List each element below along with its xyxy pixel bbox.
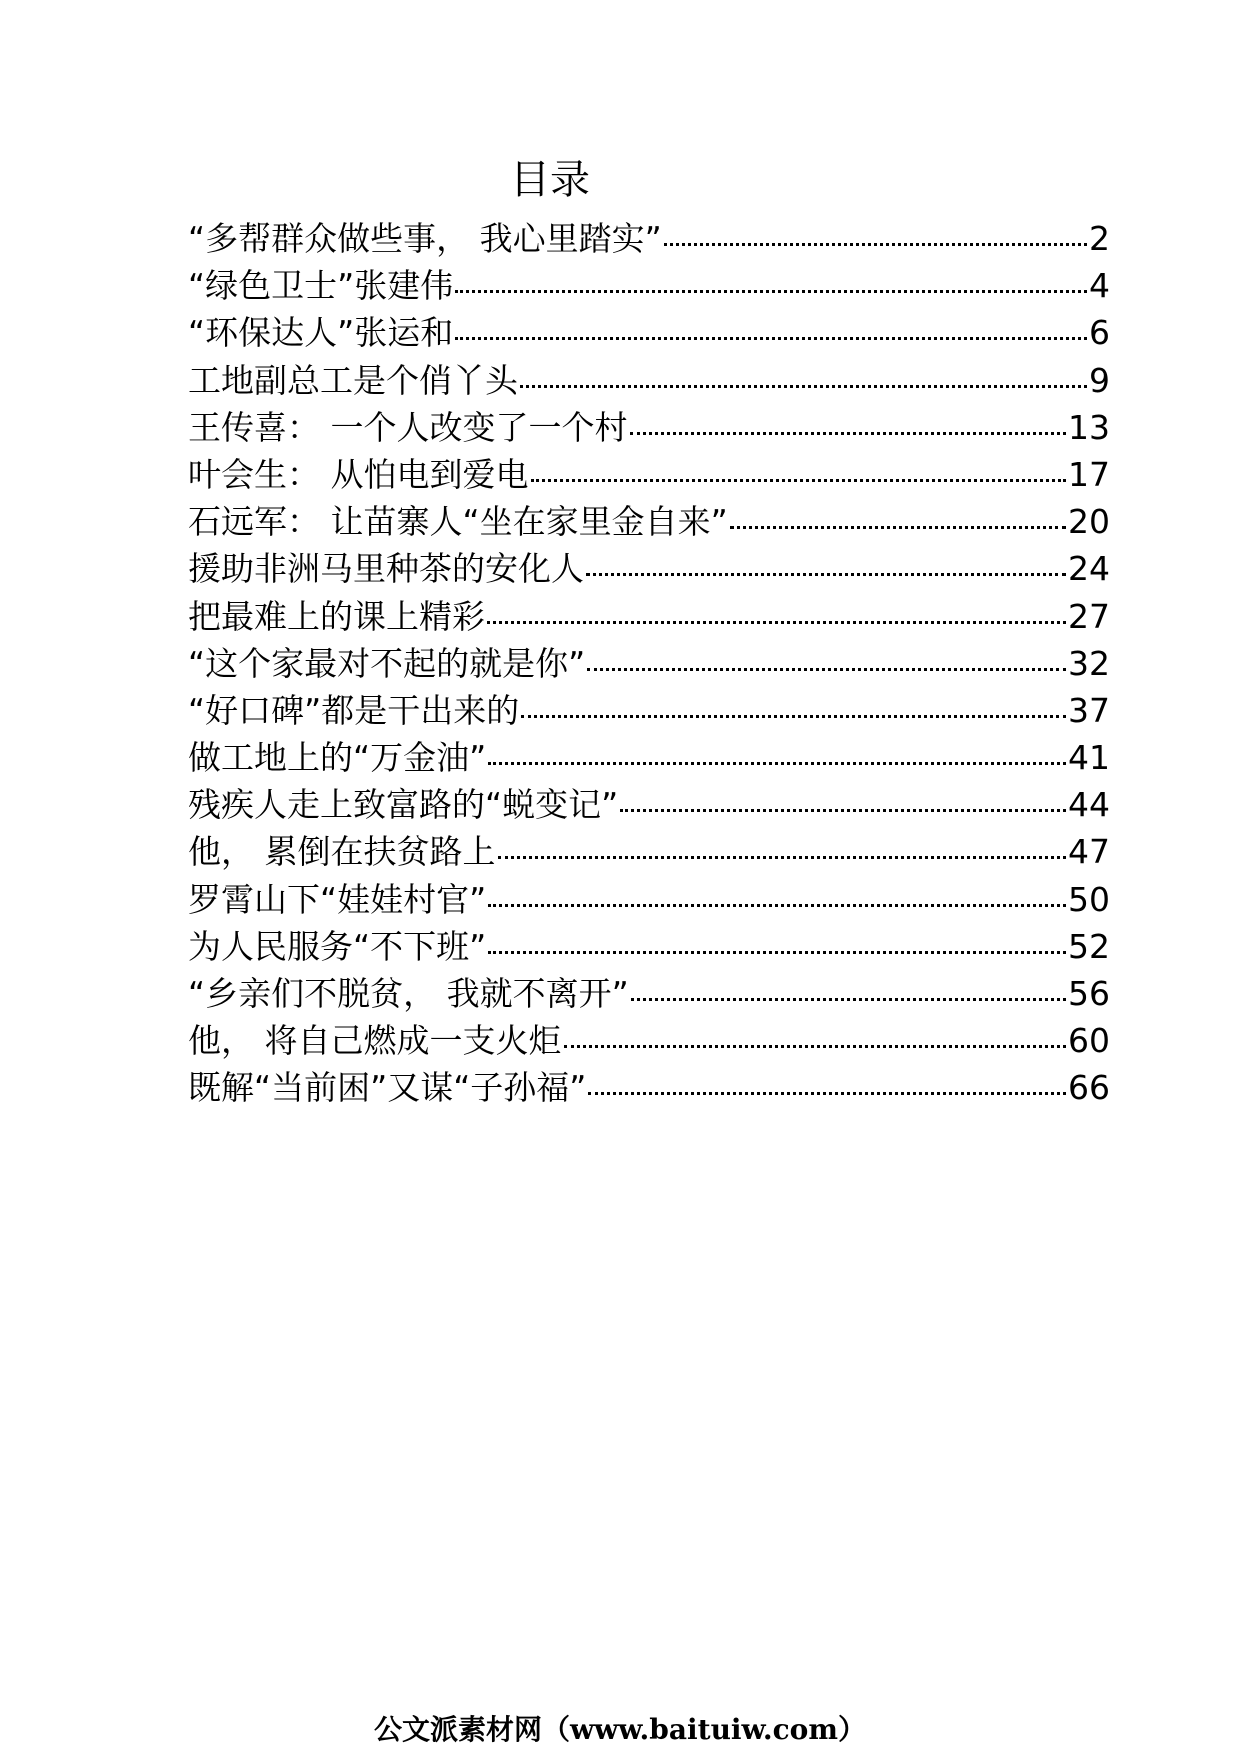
toc-entry-title: 罗霄山下“娃娃村官” <box>188 879 487 919</box>
toc-dot-leader <box>455 264 1087 297</box>
toc-entry-title: “好口碑”都是干出来的 <box>188 690 520 730</box>
toc-page-number: 66 <box>1068 1068 1110 1108</box>
toc-entry-title: 他， 累倒在扶贫路上 <box>188 832 496 872</box>
toc-dot-leader <box>620 783 1066 816</box>
toc-dot-leader <box>586 547 1066 580</box>
toc-entry[interactable] <box>188 781 1110 828</box>
toc-entry-title: 把最难上的课上精彩 <box>188 596 485 636</box>
toc-entry-title: 既解“当前困”又谋“子孙福” <box>188 1068 587 1108</box>
toc-entry[interactable] <box>188 1064 1110 1111</box>
toc-page-number: 56 <box>1068 974 1110 1013</box>
toc-entry-title: “乡亲们不脱贫， 我就不离开” <box>188 974 629 1013</box>
toc-entry-title: 工地副总工是个俏丫头 <box>188 360 518 400</box>
toc-entry[interactable] <box>188 640 1110 687</box>
toc-entry[interactable] <box>188 451 1110 498</box>
toc-dot-leader <box>498 830 1067 863</box>
toc-dot-leader <box>487 595 1066 628</box>
toc-entry-title: “环保达人”张运和 <box>188 313 454 353</box>
toc-dot-leader <box>631 972 1066 1005</box>
toc-page-number: 44 <box>1068 785 1110 825</box>
toc-entry-title: 援助非洲马里种茶的安化人 <box>188 549 584 589</box>
toc-entry[interactable] <box>188 687 1110 734</box>
toc-dot-leader <box>531 453 1067 486</box>
toc-dot-leader <box>564 1019 1067 1052</box>
toc-page-number: 4 <box>1089 266 1110 306</box>
toc-entry[interactable] <box>188 593 1110 640</box>
toc-dot-leader <box>664 217 1087 250</box>
toc-entry[interactable] <box>188 498 1110 545</box>
toc-page-number: 9 <box>1089 360 1110 400</box>
toc-page-number: 37 <box>1068 690 1110 730</box>
toc-page-number: 20 <box>1068 502 1110 542</box>
toc-dot-leader <box>488 736 1066 769</box>
toc-entry[interactable] <box>188 828 1110 875</box>
toc-entry-title: 石远军： 让苗寨人“坐在家里金自来” <box>188 502 728 542</box>
toc-page-number: 2 <box>1089 219 1110 258</box>
toc-entry-title: “这个家最对不起的就是你” <box>188 643 586 683</box>
toc-entry-title: 叶会生： 从怕电到爱电 <box>188 454 529 494</box>
toc-dot-leader <box>521 689 1066 722</box>
toc-entry[interactable] <box>188 876 1110 923</box>
toc-entry[interactable] <box>188 545 1110 592</box>
toc-page-number: 60 <box>1068 1021 1110 1061</box>
toc-page-number: 17 <box>1068 454 1110 494</box>
toc-dot-leader <box>588 1066 1066 1099</box>
toc-page-number: 27 <box>1068 596 1110 636</box>
toc-page-number: 13 <box>1068 407 1110 447</box>
toc-entry[interactable] <box>188 309 1110 356</box>
toc-title: 目录 <box>510 157 590 203</box>
toc-page-number: 24 <box>1068 549 1110 589</box>
toc-page-number: 6 <box>1089 313 1110 353</box>
toc-entry-title: 王传喜： 一个人改变了一个村 <box>188 407 628 447</box>
toc-list <box>188 215 1110 1112</box>
toc-page-number: 32 <box>1068 643 1110 683</box>
toc-entry[interactable] <box>188 404 1110 451</box>
toc-page-number: 52 <box>1068 926 1110 966</box>
toc-dot-leader <box>488 878 1066 911</box>
toc-entry-title: 他， 将自己燃成一支火炬 <box>188 1021 562 1061</box>
toc-dot-leader <box>488 925 1066 958</box>
toc-entry[interactable] <box>188 970 1110 1017</box>
toc-entry-title: “多帮群众做些事， 我心里踏实” <box>188 219 662 258</box>
toc-dot-leader <box>520 359 1087 392</box>
toc-page-number: 41 <box>1068 738 1110 778</box>
toc-entry[interactable] <box>188 262 1110 309</box>
toc-dot-leader <box>730 500 1066 533</box>
toc-page-number: 47 <box>1068 832 1110 872</box>
toc-entry-title: 为人民服务“不下班” <box>188 926 487 966</box>
toc-dot-leader <box>630 406 1067 439</box>
toc-entry[interactable] <box>188 215 1110 262</box>
toc-dot-leader <box>587 642 1066 675</box>
toc-entry[interactable] <box>188 1017 1110 1064</box>
page-footer: 公文派素材网（www.baituiw.com） <box>374 1713 866 1746</box>
toc-entry-title: “绿色卫士”张建伟 <box>188 266 454 306</box>
toc-page-number: 50 <box>1068 879 1110 919</box>
toc-entry[interactable] <box>188 357 1110 404</box>
toc-entry-title: 残疾人走上致富路的“蜕变记” <box>188 785 619 825</box>
toc-dot-leader <box>455 311 1087 344</box>
toc-entry-title: 做工地上的“万金油” <box>188 738 487 778</box>
toc-entry[interactable] <box>188 923 1110 970</box>
toc-entry[interactable] <box>188 734 1110 781</box>
